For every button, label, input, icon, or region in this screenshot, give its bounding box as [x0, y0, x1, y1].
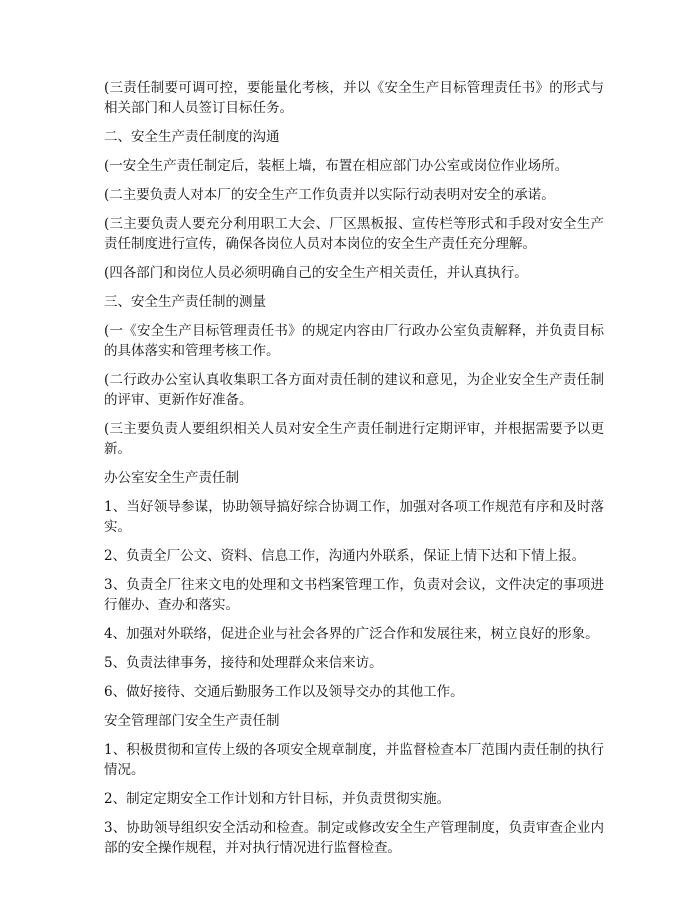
- paragraph-periodic-review: (三主要负责人要组织相关人员对安全生产责任制进行定期评审，并根据需要予以更新。: [104, 421, 604, 457]
- paragraph-leader-commitment: (二主要负责人对本厂的安全生产工作负责并以实际行动表明对安全的承诺。: [104, 187, 555, 203]
- section-heading-communication: 二、安全生产责任制度的沟通: [104, 129, 280, 145]
- document-body: [104, 78, 604, 867]
- office-duty-2: 2、负责全厂公文、资料、信息工作，沟通内外联系，保证上情下达和下情上报。: [104, 548, 586, 564]
- safety-duty-1: 1、积极贯彻和宣传上级的各项安全规章制度，并监督检查本厂范围内责任制的执行情况。: [104, 742, 604, 778]
- paragraph-collect-suggestions: (二行政办公室认真收集职工各方面对责任制的建议和意见，为企业安全生产责任制的评审、更新作好准备。: [104, 372, 604, 408]
- section-heading-office: 办公室安全生产责任制: [104, 470, 239, 486]
- office-duty-3: 3、负责全厂往来文电的处理和文书档案管理工作，负责对会议，文件决定的事项进行催办、查办和落实。: [104, 577, 604, 613]
- office-duty-1: 1、当好领导参谋，协助领导搞好综合协调工作，加强对各项工作规范有序和及时落实。: [104, 499, 604, 535]
- section-heading-measurement: 三、安全生产责任制的测量: [104, 294, 266, 310]
- office-duty-4: 4、加强对外联络，促进企业与社会各界的广泛合作和发展往来，树立良好的形象。: [104, 626, 599, 642]
- paragraph-target-book: (一《安全生产目标管理责任书》的规定内容由厂行政办公室负责解释，并负责目标的具体落实和管理考核工作。: [104, 323, 604, 359]
- paragraph-department-duties: (四各部门和岗位人员必须明确自己的安全生产相关责任，并认真执行。: [104, 265, 528, 281]
- office-duty-5: 5、负责法律事务，接待和处理群众来信来访。: [104, 655, 383, 671]
- paragraph-framed-posting: (一安全生产责任制定后，装框上墙，布置在相应部门办公室或岗位作业场所。: [104, 158, 569, 174]
- safety-duty-3: 3、协助领导组织安全活动和检查。制定或修改安全生产管理制度，负责审查企业内部的安全操作规程，并对执行情况进行监督检查。: [104, 820, 604, 856]
- safety-duty-2: 2、制定定期安全工作计划和方针目标，并负责贯彻实施。: [104, 791, 451, 807]
- paragraph-publicity: (三主要负责人要充分利用职工大会、厂区黑板报、宣传栏等形式和手段对安全生产责任制度进行宣传，确保各岗位人员对本岗位的安全生产责任充分理解。: [104, 216, 604, 252]
- office-duty-6: 6、做好接待、交通后勤服务工作以及领导交办的其他工作。: [104, 684, 464, 700]
- paragraph-responsibility-quantifiable: (三责任制要可调可控，要能量化考核，并以《安全生产目标管理责任书》的形式与相关部门和人员签订目标任务。: [104, 80, 604, 116]
- section-heading-safety-dept: 安全管理部门安全生产责任制: [104, 713, 280, 729]
